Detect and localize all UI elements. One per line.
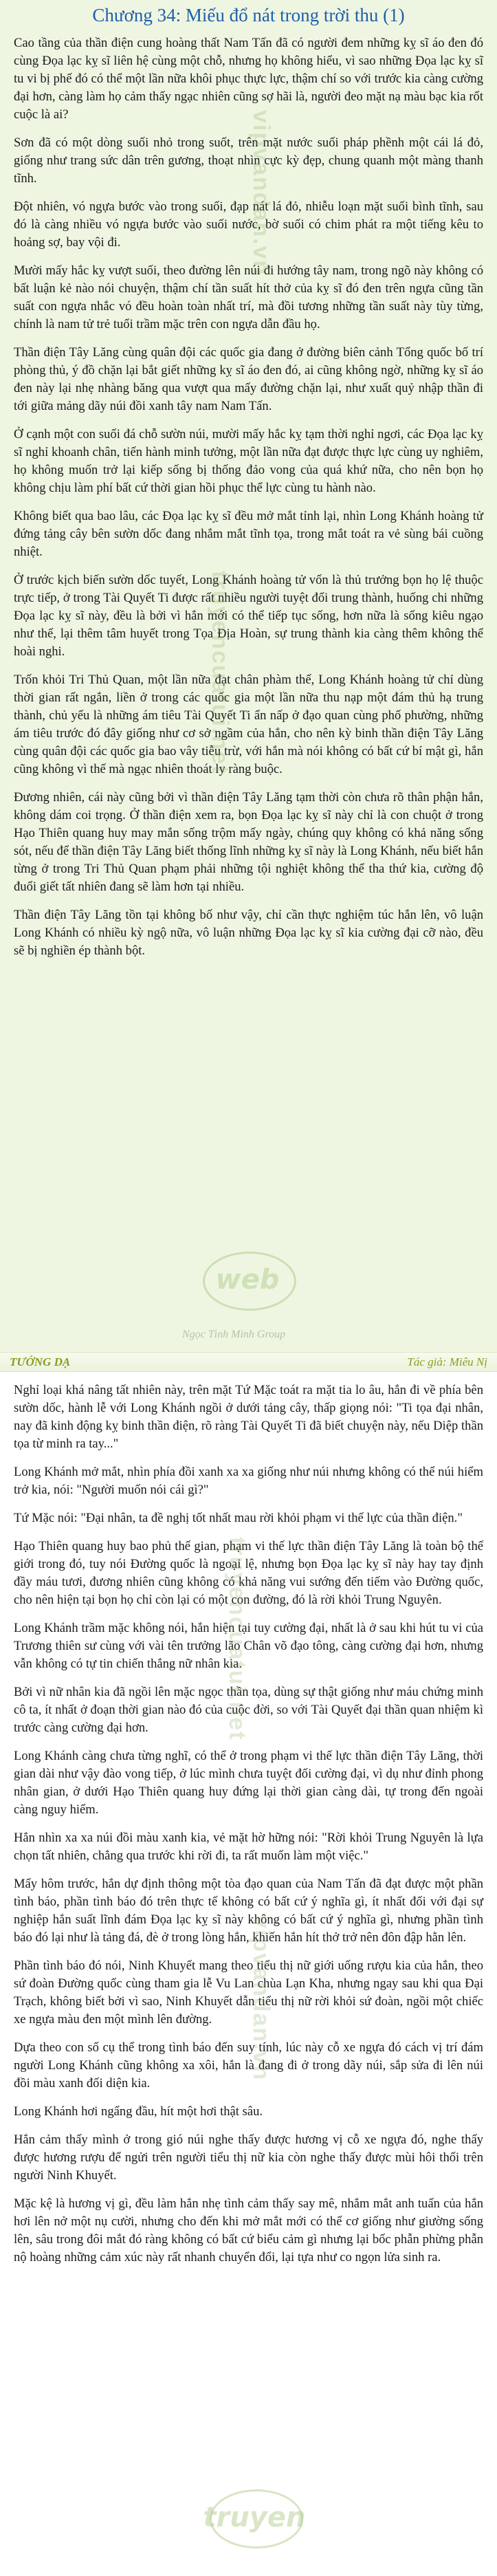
paragraph: Đột nhiên, vó ngựa bước vào trong suối, đạp nát lá đỏ, nhiễu loạn mặt suối bình tĩnh, sau đó là càng nhiều vó ngựa bước vào suối nước, bờ suối có chim phát ra một tiếng kêu to hoảng sợ, bay vội đi. [14, 199, 483, 250]
paragraph: Ở trước kịch biến sườn dốc tuyết, Long Khánh hoàng tử vốn là thủ trưởng bọn họ lệ thuộc trực tiếp, ở trong Tài Quyết Ti được rất nhiều người tuyệt đối trung thành, huống chi những Đọa lạc kỵ sĩ này, đều là bởi vì hắn mới có thể tiếp tục sống, hơn nữa là sống kiêu ngạo như thế, lại thêm tâm huyết trong Tọa Địa Hoàn, sự trung thành kia càng thêm không thể hoài nghi. [14, 573, 483, 659]
paragraph: Tứ Mặc nói: "Đại nhân, ta đề nghị tốt nhất mau rời khỏi phạm vi thế lực của thần điện." [14, 1511, 463, 1525]
paragraph: Thần điện Tây Lăng tồn tại không bố như vậy, chỉ cần thực nghiệm túc hắn lên, vô luận Long Khánh có nhiều kỳ ngộ nữa, vô luận những Đọa lạc kỵ sĩ kia cường đại cỡ nào, đều sẽ bị nghiền ép thành bột. [14, 908, 483, 958]
paragraph: Cao tầng của thần điện cung hoàng thất Nam Tấn đã có người đem những kỵ sĩ áo đen đó cùng Đọa lạc kỵ sĩ liên hệ cùng một chỗ, nhưng họ không hiểu, vì sao những Đọa lạc kỵ sĩ tu vi bị phế đó có thể một lần nữa khôi phục thực lực, thậm chí so với trước kia càng cường đại hơn, càng làm họ cảm thấy ngạc nhiên cũng sợ hãi là, người đeo mặt nạ màu bạc kia rốt cuộc là ai? [14, 36, 483, 122]
logo-ring [210, 2489, 303, 2548]
paragraph: Mặc kệ là hương vị gì, đều làm hắn nhẹ tình cảm thấy say mê, nhắm mắt anh tuấn của hắn hơi lên nở một nụ cười, nhưng cho đến khi mở mắt mới có thể cơ giống như giường sống lên, sâu trong đôi mắt đó ràng không có bất cứ biểu cảm gì nhưng lại bốc phẫn phừng phẫn nộ hoàng những cảm xúc này rất nhanh chuyển đổi, lại tựa như co ngọn lửa sinh ra. [14, 2196, 483, 2264]
paragraph: Hắn nhìn xa xa núi đồi màu xanh kia, vẻ mặt hờ hững nói: "Rời khỏi Trung Nguyên là lựa chọn tất nhiên, chẳng qua trước khi rời đi, ta rất muốn làm một việc." [14, 1831, 483, 1863]
paragraph: Hắn cảm thấy mình ở trong gió núi nghe thấy được hương vị cỗ xe ngựa đó, nghe thấy được hương rượu để ngửi trên người tiểu thị nữ kia còn nghe thấy được mùi hôi thối trên người Ninh Khuyết. [14, 2132, 483, 2183]
book-name: TƯỚNG DẠ [10, 1355, 71, 1368]
paragraph: Ở cạnh một con suối đá chỗ sườn núi, mười mấy hắc kỵ tạm thời nghỉ ngơi, các Đọa lạc kỵ sĩ nghỉ khoanh chân, tiến hành minh tưởng, một lần nữa đạt được thực lực cùng uy nghiêm, họ không muốn trở lại kiếp sống bị thống đảo vong của quá khứ nữa, cho nên bọn họ không chịu làm phí bất cứ thời gian hồi phục thể lực cùng tu hành nào. [14, 427, 483, 495]
author-label: Tác giả: Miêu Nị [407, 1355, 487, 1368]
paragraph: Mấy hôm trước, hắn dự định thông một tòa đạo quan của Nam Tấn đã đạt được một phần tình báo, phần tình báo đó trên thực tế không có bất cứ ý nghĩa gì, ít nhất đối với đại sự nghiệp hắn suất lĩnh đám Đọa lạc kỵ sĩ này không có bất cứ ý nghĩa gì, nhưng phần tình báo đó lại như là tảng đá, đè ở trong lòng hắn, khiến hắn hít thở trở nên đôn đập hằn lên. [14, 1877, 483, 1945]
chapter-title: Chương 34: Miếu đổ nát trong trời thu (1) [92, 5, 405, 25]
watermark-vertical-4: vipvandan.vn [248, 1915, 274, 2082]
paragraph: Trốn khỏi Tri Thủ Quan, một lần nữa đạt chân phàm thế, Long Khánh hoàng tử chỉ dùng thời gian rất ngắn, liền ở trong các quốc gia một lần nữa thu nạp một đám thủ hạ trung thành, chủ yếu là những ám tiêu Tài Quyết Ti ẩn nấp ở đạo quan cùng phố phường, những ám tiêu trước đó đây giống như cơ sở ngầm của hắn, cho nên kỳ binh thần điện Tây Lăng cùng quân đội các quốc gia bao vây tiễu trừ, với hắn mà nói không có bất cứ bí mật gì, hắn cũng không vì thế mà ngạc nhiên thoát ly ràng buộc. [14, 673, 483, 776]
paragraph: Long Khánh càng chưa từng nghĩ, có thể ở trong phạm vi thế lực thần điện Tây Lăng, thời gian dài như vậy đào vong tiếp, ở lúc mình chưa tuyệt đối cường đại, vì dụ như đỉnh phong nhân gian, ở dưới Hạo Thiên quang huy đứng lại thời gian càng dài, tự trong đến ngoài càng nguy hiểm. [14, 1749, 483, 1817]
paragraph: Long Khánh mở mắt, nhìn phía đồi xanh xa xa giống như núi nhưng không có thể núi hiểm trở kia, nói: "Người muốn nói cái gì?" [14, 1465, 483, 1497]
paragraph: Dựa theo con số cụ thể trong tình báo đến suy tính, lúc này cỗ xe ngựa đó cách vị trí đám người Long Khánh cũng không xa xôi, hắn là đang đi ở trong dãy núi, sắp sửa đi lên núi đồi màu xanh đối diện kia. [14, 2040, 483, 2091]
chapter-divider [0, 1352, 497, 1372]
logo-word: truyen [203, 2502, 306, 2533]
paragraph: Hạo Thiên quang huy bao phủ thế gian, phạm vi thế lực thần điện Tây Lăng là toàn bộ thế giới trong đó, tuy nói Đường quốc là ngoại lệ, nhưng bọn Đọa lạc kỵ sĩ này hay tay định đầy máu tươi, đương nhiên cũng không có khả năng vui sướng đến tiếm vào Đường quốc, cho nên hiện tại bọn họ chỉ còn lại có một con đường, đó là rời khỏi Trung Nguyên. [14, 1539, 483, 1607]
paragraph: Mười mấy hắc kỵ vượt suối, theo đường lên núi đi hướng tây nam, trong ngõ này không có bất luận kẻ nào nói chuyện, thậm chí tần suất hít thở của kỵ sĩ đó đen trên ngựa cũng tần suất con ngựa nhắc vó đều hoàn toàn nhất trí, mà đồi tương những tần suất này tùy từng, chính là nam tử trẻ tuổi trầm mặc trên con ngựa dẫn đầu họ. [14, 263, 483, 331]
watermark-logo-1 [196, 1252, 299, 1313]
logo-word: web [215, 1264, 280, 1296]
watermark-vertical-1: vipvandan.vn [248, 110, 274, 276]
paragraph: Phần tình báo đó nói, Ninh Khuyết mang theo tiểu thị nữ giới uống rượu kia của hắn, theo sứ đoàn Đường quốc cùng tham gia lễ Vu Lan chùa Lạn Kha, nhưng ngay sau khi qua Đại Trạch, không biết bởi vì sao, Ninh Khuyết dẫn tiểu thị nữ rời khỏi sứ đoàn, ngồi một chiếc xe ngựa màu đen một mình lên đường. [14, 1958, 483, 2027]
paragraph: Bởi vì nữ nhân kia đã ngồi lên mặc ngọc thần tọa, dùng sự thật giống như máu chứng minh cô ta, ít nhất ở đoạn thời gian nào đó của cuộc đời, so với Tài Quyết đại thần quan nhiệm kì trước càng cường đại hơn. [14, 1685, 483, 1735]
chapter-section-2 [0, 1372, 497, 2576]
paragraph: Thần điện Tây Lăng cùng quân đội các quốc gia đang ở đường biên cảnh Tổng quốc bố trí phòng thủ, ý đồ chặn lại bắt giết những kỵ sĩ áo đen đó, ai cũng không ngờ, những kỵ sĩ áo đen này lại nhẹ nhàng băng qua vượt qua mấy đường chặn lại, như xuất quỷ nhập thần đi tới giữa mảng dãy núi đồi xanh tây nam Nam Tấn. [14, 345, 483, 413]
watermark-logo-2 [203, 2489, 306, 2551]
watermark-vertical-2: truyencuatui.net [207, 571, 233, 775]
watermark-vertical-3: truyencuatui.net [224, 1537, 250, 1741]
paragraph: Long Khánh trầm mặc không nói, hắn hiện tại tuy cường đại, nhất là ở sau khi hút tu vi của Trương thiên sư cùng với vài tên trưởng lão Chân võ đạo tông, càng cường đại hơn, nhưng vẫn không có tự tin chiến thắng nữ nhân kia. [14, 1621, 483, 1671]
paragraph: Đương nhiên, cái này cũng bởi vì thần điện Tây Lăng tạm thời còn chưa rõ thân phận hắn, không dám coi trọng. Ở thần điện xem ra, bọn Đọa lạc kỵ sĩ này chỉ là con chuột ở trong Hạo Thiên quang huy may mắn sống trộm mấy ngày, chúng quy không có khả năng sống sót, nếu để thần điện Tây Lăng biết thống lĩnh những kỵ sĩ này là Long Khánh, nếu biết hắn từng ở trong Tri Thủ Quan phạm phải những tội nghiệt không thể tha thứ kia, cường độ đuổi giết tất nhiên đang sẽ làm hơn tại nhiều. [14, 790, 483, 894]
part2-text [14, 1382, 483, 2267]
part1-text [14, 34, 483, 960]
group-credit: Ngọc Tình Minh Group [182, 1329, 286, 1340]
paragraph: Long Khánh hơi ngẩng đầu, hít một hơi thật sâu. [14, 2104, 263, 2119]
logo-ring [203, 1252, 296, 1311]
paragraph: Sơn đã có một dòng suối nhỏ trong suốt, trên mặt nước suối pháp phềnh một cái lá đỏ, giống như trang sức dân trên gương, thoạt nhìn cực kỳ đẹp, chung quanh một màng thanh tĩnh. [14, 135, 483, 186]
paragraph: Không biết qua bao lâu, các Đọa lạc kỵ sĩ đều mở mắt tỉnh lại, nhìn Long Khánh hoàng tử đứng tảng cây bên sườn dốc đang nhắm mắt tĩnh tọa, trong mắt toát ra vẻ sùng bái cuồng nhiệt. [14, 509, 483, 559]
paragraph: Nghỉ loại khá nâng tất nhiên này, trên mặt Tứ Mặc toát ra mặt tia lo âu, hắn đi về phía bên sườn dốc, hành lễ với Long Khánh ngồi ở dưới tảng cây, thấp giọng nói: "Ti tọa đại nhân, nay đã kinh động kỵ binh thần điện, rõ ràng Tài Quyết Ti đã biết chuyện này, nếu Diệp thần tọa từ minh ra tay..." [14, 1383, 483, 1451]
